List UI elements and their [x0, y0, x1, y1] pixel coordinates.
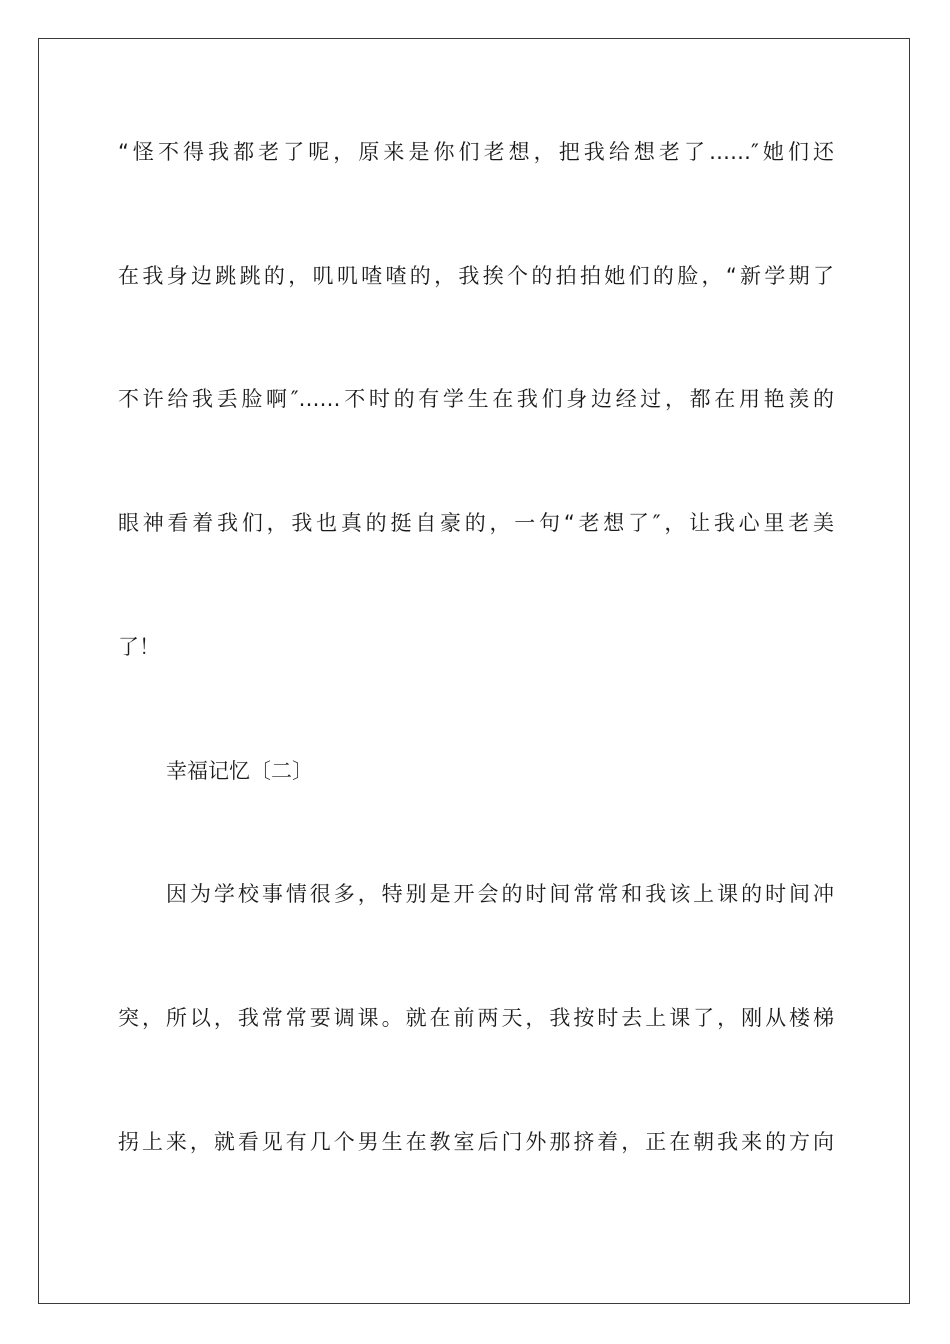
page-border	[38, 38, 910, 1304]
text-line: 突，所以，我常常要调课。就在前两天，我按时去上课了，刚从楼梯	[118, 1006, 834, 1030]
text-line: 眼神看着我们，我也真的挺自豪的，一句“老想了″，让我心里老美	[118, 511, 834, 535]
text-line: 不许给我丢脸啊″……不时的有学生在我们身边经过，都在用艳羡的	[118, 387, 834, 411]
text-line: 在我身边跳跳的，叽叽喳喳的，我挨个的拍拍她们的脸，“新学期了	[118, 264, 834, 288]
text-line: “怪不得我都老了呢，原来是你们老想，把我给想老了……″她们还	[118, 140, 834, 164]
section-heading: 幸福记忆〔二〕	[166, 759, 313, 783]
text-line: 了！	[118, 635, 160, 659]
text-line: 拐上来，就看见有几个男生在教室后门外那挤着，正在朝我来的方向	[118, 1130, 834, 1154]
text-line: 因为学校事情很多，特别是开会的时间常常和我该上课的时间冲	[166, 882, 834, 906]
